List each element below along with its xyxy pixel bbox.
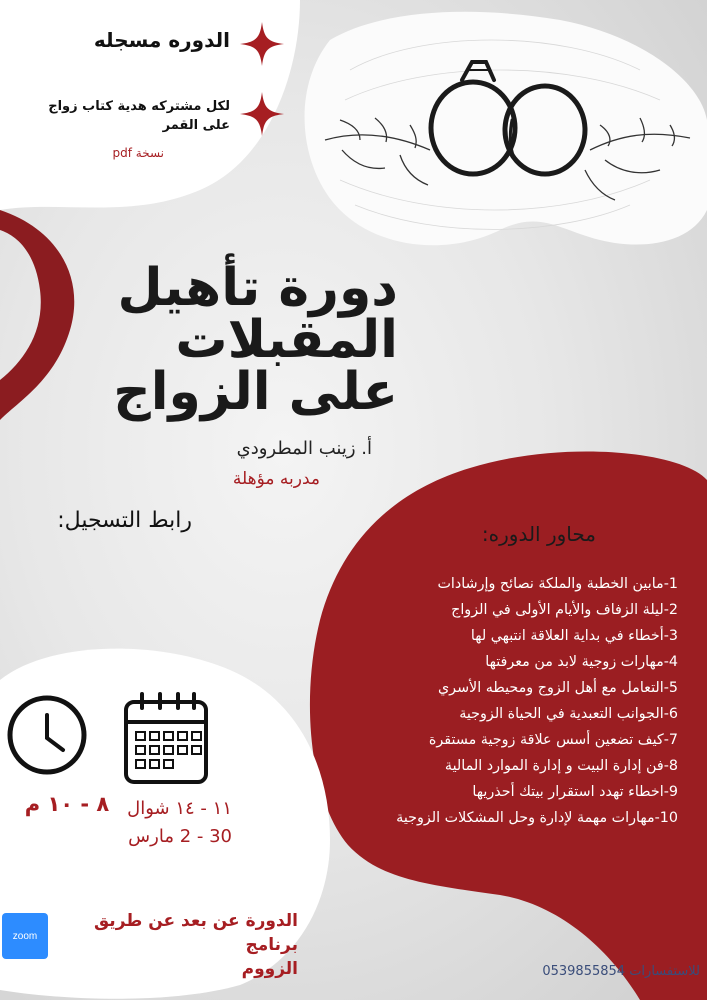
title-line-1: دورة تأهيل [117, 258, 398, 318]
registered-badge: الدوره مسجله [93, 28, 230, 52]
zoom-line-1: الدورة عن بعد عن طريق برنامج [93, 911, 298, 955]
course-axes-title: محاور الدوره: [481, 522, 596, 546]
course-time: ٨ - ١٠ م [24, 792, 110, 816]
axis-item: 9-اخطاء تهدد استقرار بيتك أحذريها [472, 784, 678, 800]
registration-link-label[interactable]: رابط التسجيل: [57, 508, 192, 533]
trainer-name: أ. زينب المطرودي [236, 438, 372, 459]
zoom-note [54, 910, 298, 981]
axis-item: 2-ليلة الزفاف والأيام الأولى في الزواج [451, 602, 678, 618]
axis-item: 8-فن إدارة البيت و إدارة الموارد المالية [444, 758, 678, 774]
gift-line-1: لكل مشتركه هدية كتاب زواج [48, 99, 230, 114]
axis-item: 10-مهارات مهمة لإدارة وحل المشكلات الزوجية [396, 810, 678, 826]
axis-item: 1-مابين الخطبة والملكة نصائح وإرشادات [437, 576, 678, 592]
axis-item: 5-التعامل مع أهل الزوج ومحيطه الأسري [437, 680, 678, 696]
pdf-note: نسخة pdf [112, 146, 164, 160]
zoom-icon: zoom [2, 913, 48, 959]
course-date-gregorian: 30 - 2 مارس [128, 826, 232, 847]
zoom-line-2: الزووم [241, 958, 298, 979]
axis-item: 6-الجوانب التعبدية في الحياة الزوجية [459, 706, 678, 722]
gift-line-2: على القمر [162, 117, 230, 133]
course-date-hijri: ١١ - ١٤ شوال [127, 798, 232, 819]
axis-item: 3-أخطاء في بداية العلاقة انتبهي لها [470, 628, 678, 644]
course-title [80, 258, 398, 422]
axis-item: 7-كيف تضعين أسس علاقة زوجية مستقرة [428, 732, 678, 748]
trainer-role: مدربه مؤهلة [232, 469, 320, 489]
title-line-2: المقبلات [175, 310, 398, 370]
course-axes-list [326, 571, 678, 831]
axis-item: 4-مهارات زوجية لابد من معرفتها [485, 654, 678, 670]
gift-note [20, 98, 230, 136]
contact-info: للاستفسارات 0539855854 [542, 964, 700, 979]
title-line-3: على الزواج [113, 362, 398, 422]
